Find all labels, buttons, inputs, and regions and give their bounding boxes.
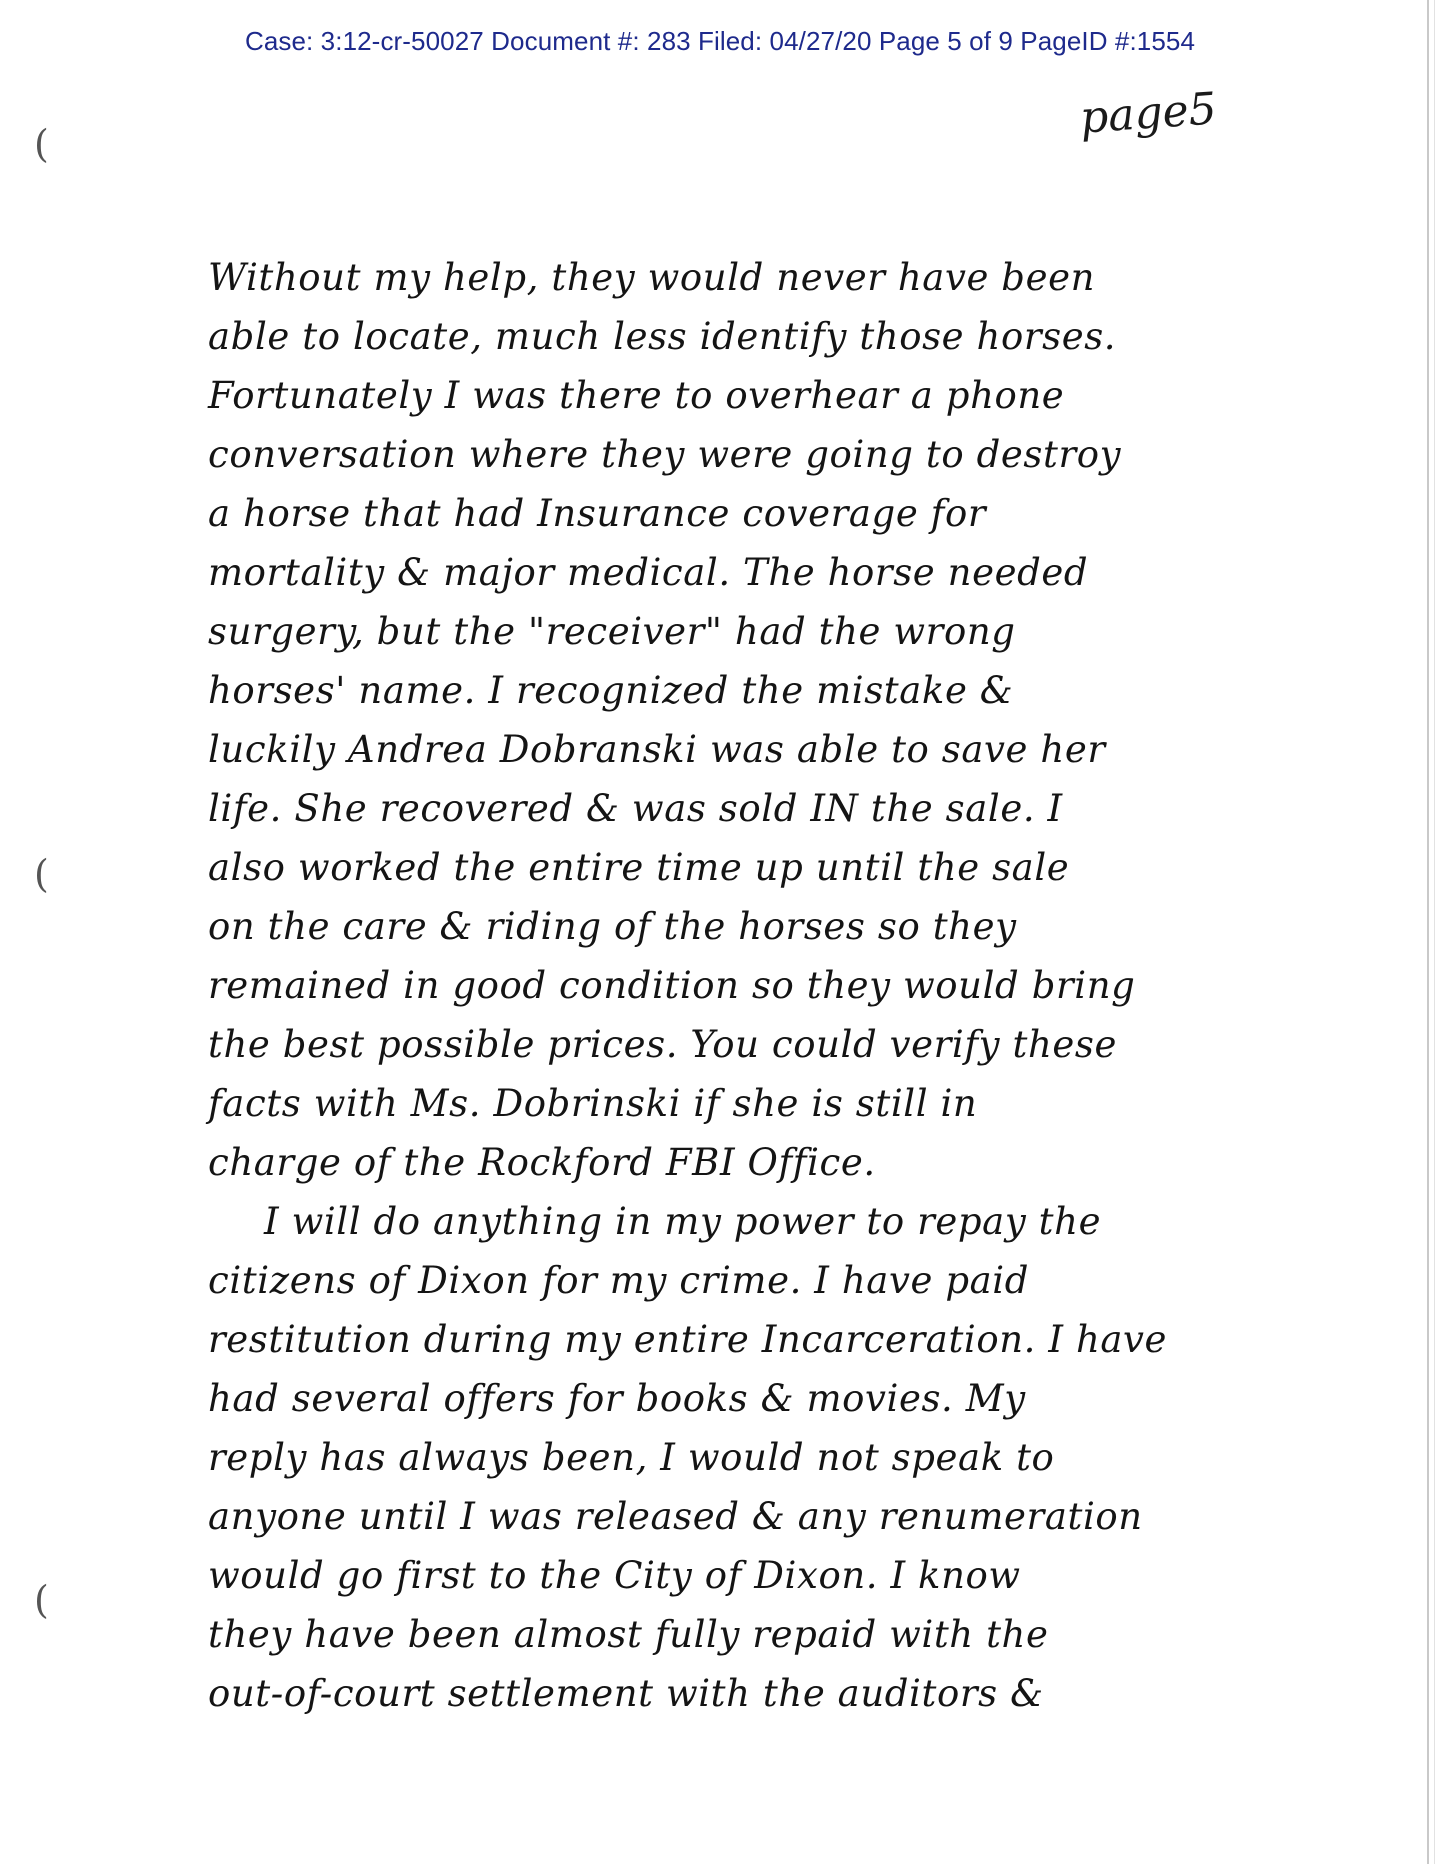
text-line-3: Fortunately I was there to overhear a phone: [208, 374, 1065, 417]
text-line-5: a horse that had Insurance coverage for: [208, 492, 987, 535]
handwritten-page-number: page5: [1078, 83, 1219, 144]
text-line-23: would go first to the City of Dixon. I know: [208, 1554, 1021, 1597]
scan-edge-line-secondary: [1434, 0, 1435, 1864]
text-line-6: mortality & major medical. The horse needed: [208, 551, 1089, 594]
text-line-9: luckily Andrea Dobranski was able to save her: [208, 728, 1106, 771]
text-line-4: conversation where they were going to destroy: [208, 433, 1122, 476]
text-line-25: out-of-court settlement with the auditors &: [208, 1672, 1044, 1715]
text-line-13: remained in good condition so they would bring: [208, 964, 1136, 1007]
text-line-22: anyone until I was released & any renumeration: [208, 1495, 1143, 1538]
text-line-19: restitution during my entire Incarceration. I have: [208, 1318, 1168, 1361]
text-line-1: Without my help, they would never have been: [208, 256, 1096, 299]
case-header: Case: 3:12-cr-50027 Document #: 283 Filed: 04/27/20 Page 5 of 9 PageID #:1554: [244, 26, 1196, 56]
text-line-16: charge of the Rockford FBI Office.: [208, 1141, 876, 1184]
text-line-2: able to locate, much less identify those horses.: [208, 315, 1117, 358]
text-line-18: citizens of Dixon for my crime. I have paid: [208, 1259, 1029, 1302]
text-line-21: reply has always been, I would not speak to: [208, 1436, 1055, 1479]
margin-mark-3: (: [34, 1578, 49, 1622]
margin-mark-2: (: [34, 852, 49, 896]
margin-mark-1: (: [34, 122, 49, 166]
text-line-7: surgery, but the "receiver" had the wrong: [208, 610, 1016, 653]
text-line-12: on the care & riding of the horses so they: [208, 905, 1017, 948]
text-line-8: horses' name. I recognized the mistake &: [208, 669, 1014, 712]
scan-edge-line: [1427, 0, 1429, 1864]
handwritten-letter-body: [208, 248, 1298, 1723]
text-line-14: the best possible prices. You could verify these: [208, 1023, 1117, 1066]
text-line-24: they have been almost fully repaid with the: [208, 1613, 1049, 1656]
text-line-15: facts with Ms. Dobrinski if she is still in: [208, 1082, 978, 1125]
text-line-10: life. She recovered & was sold IN the sale. I: [208, 787, 1063, 830]
text-line-20: had several offers for books & movies. My: [208, 1377, 1026, 1420]
text-line-11: also worked the entire time up until the sale: [208, 846, 1070, 889]
text-line-17: I will do anything in my power to repay the: [264, 1200, 1102, 1243]
